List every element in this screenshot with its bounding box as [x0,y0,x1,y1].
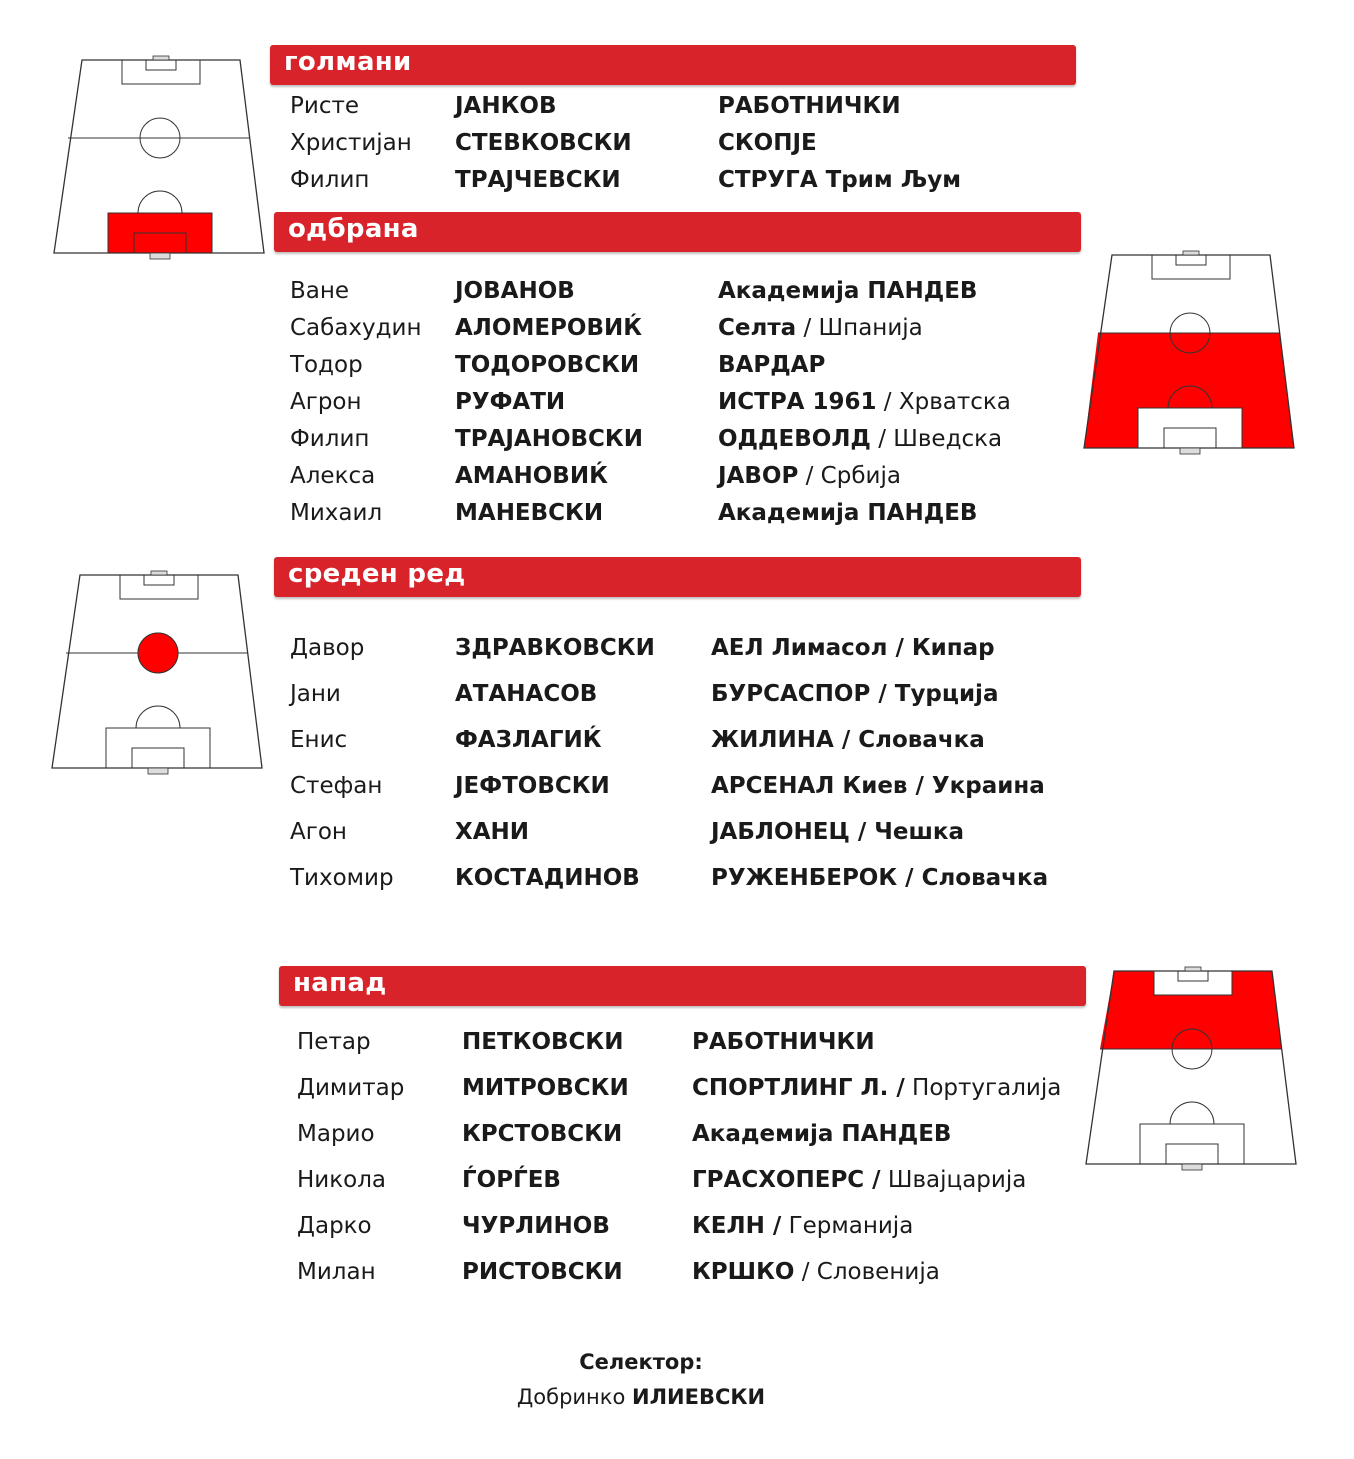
player-club [711,635,995,661]
section-title: напад [293,968,387,998]
player-first-name: Димитар [297,1075,405,1101]
player-club [692,1029,875,1055]
player-club [711,773,1045,799]
player-last-name: ФАЗЛАГИЌ [455,727,602,753]
player-last-name: РУФАТИ [455,389,566,415]
player-club [718,426,1002,452]
player-last-name: ЈЕФТОВСКИ [455,773,610,799]
club-name: ВАРДАР [718,352,826,378]
player-last-name: АМАНОВИЌ [455,463,608,489]
player-row [290,426,1090,456]
player-row [297,1167,1097,1197]
player-row [290,865,1090,895]
player-row [290,315,1090,345]
coach-last-name: ИЛИЕВСКИ [632,1385,766,1409]
player-club [711,727,985,753]
player-row [297,1029,1097,1059]
club-name: Академија ПАНДЕВ [692,1121,952,1147]
player-club [692,1167,1026,1193]
coach-name [0,1385,1282,1409]
player-row [290,500,1090,530]
club-name: КРШКО [692,1259,795,1285]
player-first-name: Давор [290,635,365,661]
player-club [718,389,1011,415]
pitch-attack-icon [1082,966,1300,1174]
player-last-name: ХАНИ [455,819,530,845]
player-row [290,819,1090,849]
player-club [718,463,901,489]
player-club [711,819,964,845]
club-country: / Словенија [794,1259,940,1285]
player-first-name: Агон [290,819,347,845]
player-row [290,167,1090,197]
player-first-name: Сабахудин [290,315,422,341]
section-title: голмани [284,47,412,77]
club-name: Академија ПАНДЕВ [718,500,978,526]
player-row [297,1213,1097,1243]
player-first-name: Никола [297,1167,387,1193]
player-club [718,352,825,378]
player-first-name: Јани [290,681,341,707]
pitch-defence-icon [1080,250,1298,458]
player-club [692,1075,1061,1101]
player-last-name: КРСТОВСКИ [462,1121,623,1147]
player-last-name: ЈОВАНОВ [455,278,575,304]
player-club [711,865,1048,891]
player-row [297,1075,1097,1105]
section-banner-midfield [274,557,1081,597]
player-last-name: ЃОРЃЕВ [462,1167,561,1193]
club-country: / Шпанија [796,315,923,341]
player-club [718,167,961,193]
player-row [290,463,1090,493]
player-first-name: Филип [290,426,370,452]
player-first-name: Милан [297,1259,376,1285]
section-banner-defence [274,212,1081,252]
player-club [718,500,977,526]
player-first-name: Филип [290,167,370,193]
club-name: СКОПЈЕ [718,130,817,156]
coach-label: Селектор: [579,1350,703,1374]
club-name: РУЖЕНБЕРОК / Словачка [711,865,1049,891]
club-name: ЖИЛИНА / Словачка [711,727,985,753]
club-name: КЕЛН / [692,1213,782,1239]
player-club [692,1213,913,1239]
player-first-name: Ване [290,278,350,304]
section-banner-attack [279,966,1086,1006]
player-last-name: ТРАЈАНОВСКИ [455,426,643,452]
club-name: ГРАСХОПЕРС / [692,1167,881,1193]
club-name: ИСТРА 1961 [718,389,877,415]
player-row [290,352,1090,382]
player-first-name: Енис [290,727,348,753]
club-country: Германија [781,1213,914,1239]
player-row [297,1121,1097,1151]
club-name: Академија ПАНДЕВ [718,278,978,304]
player-first-name: Марио [297,1121,375,1147]
player-first-name: Христијан [290,130,412,156]
player-row [290,635,1090,665]
pitch-goalkeeper-icon [50,55,268,263]
player-last-name: СТЕВКОВСКИ [455,130,632,156]
player-first-name: Дарко [297,1213,372,1239]
club-name: РАБОТНИЧКИ [692,1029,875,1055]
section-title: одбрана [288,214,419,244]
club-name: ЈАБЛОНЕЦ / Чешка [711,819,964,845]
club-country: / Хрватска [876,389,1011,415]
player-first-name: Михаил [290,500,383,526]
player-last-name: ТРАЈЧЕВСКИ [455,167,621,193]
coach-first-name: Добринко [516,1385,626,1409]
player-row [290,389,1090,419]
player-club [718,315,923,341]
player-first-name: Стефан [290,773,383,799]
player-row [290,278,1090,308]
player-last-name: МИТРОВСКИ [462,1075,629,1101]
club-name: Селта [718,315,797,341]
club-country: Швајцарија [880,1167,1027,1193]
player-last-name: АТАНАСОВ [455,681,598,707]
player-club [692,1121,951,1147]
club-name: СТРУГА Трим Љум [718,167,962,193]
player-club [711,681,998,707]
player-last-name: ЗДРАВКОВСКИ [455,635,655,661]
club-country: Португалија [904,1075,1062,1101]
section-title: среден ред [288,559,466,589]
player-last-name: ЈАНКОВ [455,93,557,119]
club-name: ЈАВОР [718,463,799,489]
player-row [290,773,1090,803]
player-first-name: Петар [297,1029,371,1055]
club-name: АРСЕНАЛ Киев / Украина [711,773,1045,799]
club-name: ОДДЕВОЛД [718,426,871,452]
player-club [692,1259,940,1285]
club-country: / Шведска [870,426,1003,452]
player-last-name: ЧУРЛИНОВ [462,1213,610,1239]
club-name: РАБОТНИЧКИ [718,93,901,119]
club-country: / Србија [798,463,901,489]
section-banner-goalkeepers [270,45,1076,85]
player-first-name: Алекса [290,463,376,489]
player-last-name: ТОДОРОВСКИ [455,352,640,378]
player-first-name: Агрон [290,389,362,415]
player-row [297,1259,1097,1289]
player-last-name: МАНЕВСКИ [455,500,604,526]
player-last-name: ПЕТКОВСКИ [462,1029,624,1055]
player-last-name: КОСТАДИНОВ [455,865,640,891]
player-row [290,681,1090,711]
player-club [718,278,977,304]
player-row [290,130,1090,160]
club-name: АЕЛ Лимасол / Кипар [711,635,995,661]
player-club [718,93,901,119]
player-first-name: Тодор [290,352,363,378]
player-last-name: АЛОМЕРОВИЌ [455,315,643,341]
club-name: БУРСАСПОР / Турција [711,681,999,707]
player-row [290,93,1090,123]
pitch-midfield-icon [48,570,266,778]
player-club [718,130,817,156]
player-first-name: Ристе [290,93,360,119]
player-last-name: РИСТОВСКИ [462,1259,623,1285]
player-first-name: Тихомир [290,865,394,891]
player-row [290,727,1090,757]
club-name: СПОРТЛИНГ Л. / [692,1075,905,1101]
